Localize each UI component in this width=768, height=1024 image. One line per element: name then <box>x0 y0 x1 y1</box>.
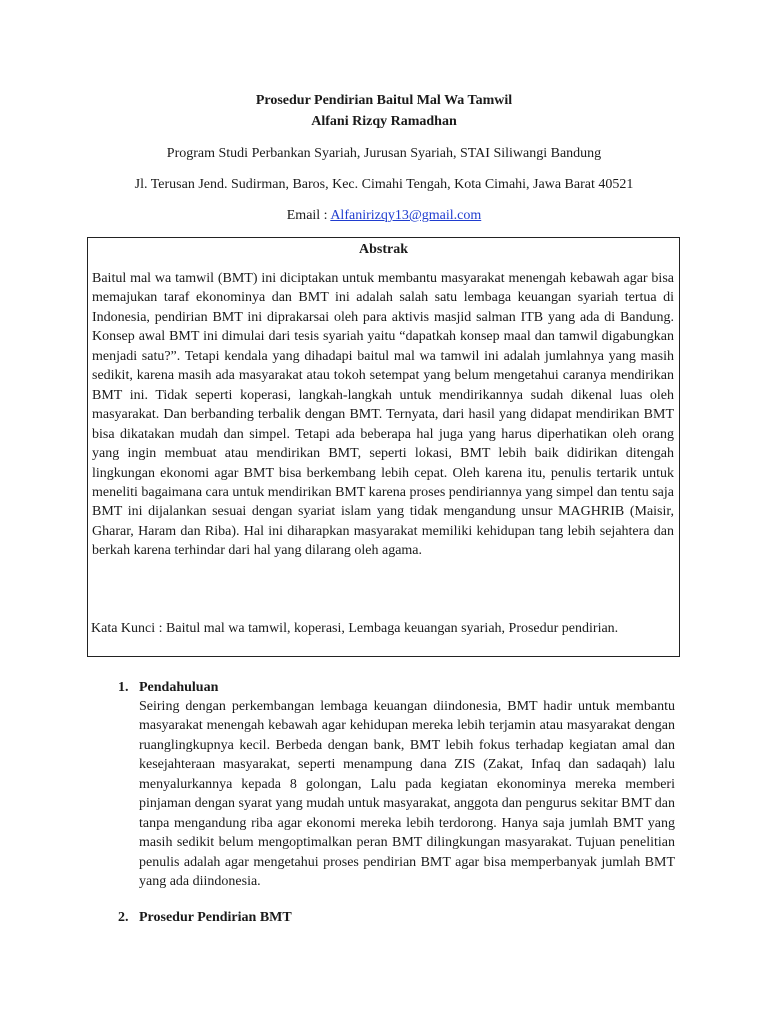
section-title: Pendahuluan <box>139 680 219 695</box>
abstract-keywords: Kata Kunci : Baitul mal wa tamwil, koperasi, Lembaga keuangan syariah, Prosedur pendirian. <box>91 621 619 636</box>
affiliation-address: Jl. Terusan Jend. Sudirman, Baros, Kec. Cimahi Tengah, Kota Cimahi, Jawa Barat 40521 <box>134 177 634 192</box>
section-number: 2. <box>118 910 129 925</box>
section-number: 1. <box>118 680 129 695</box>
email-label: Email : <box>286 208 331 223</box>
email-link[interactable]: Alfanirizqy13@gmail.com <box>330 208 482 223</box>
paper-title: Prosedur Pendirian Baitul Mal Wa Tamwil <box>255 93 513 108</box>
abstract-heading: Abstrak <box>358 242 408 257</box>
section-heading-prosedur <box>118 910 292 926</box>
section-body-pendahuluan: Seiring dengan perkembangan lembaga keuangan diindonesia, BMT hadir untuk membantu masyarakat menengah kebawah agar kehidupan mereka lebih terjamin atau masyarakat dengan ruanglingkupnya kecil. Berbeda dengan bank, BMT lebih fokus terhadap kegiatan amal dan kesejahteraan masyarakat, seperti menampung dana ZIS (Zakat, Infaq dan sadaqah) lalu menyalurkannya kepada 8 golongan, Lalu pada kegiatan ekonominya mereka memberi pinjaman dengan syarat yang mudah untuk masyarakat, anggota dan pengurus sekitar BMT dan tanpa mengandung riba agar ekonomi mereka lebih terdorong. Hanya saja jumlah BMT yang masih sedikit belum mengoptimalkan peran BMT dilingkungan masyarakat. Tujuan penelitian penulis adalah agar mengetahui proses pendirian BMT agar bisa memperbanyak jumlah BMT yang ada diindonesia. <box>139 699 675 890</box>
section-heading-pendahuluan <box>118 680 218 696</box>
abstract-body: Baitul mal wa tamwil (BMT) ini diciptakan untuk membantu masyarakat menengah kebawah agar bisa memajukan taraf ekonominya dan BMT ini adalah salah satu lembaga keuangan syariah tertua di Indonesia, pendirian BMT ini diprakarsai oleh para aktivis masjid salman ITB yang ada di Bandung. Konsep awal BMT ini dimulai dari tesis syariah yaitu “dapatkah konsep maal dan tamwil digabungkan menjadi satu?”. Tetapi kendala yang dihadapi baitul mal wa tamwil ini adalah jumlahnya yang masih sedikit, karena masih ada masyarakat atau tokoh setempat yang belum mengetahui caranya mendirikan BMT ini. Tidak seperti koperasi, langkah-langkah untuk mendirikannya sudah dikenal luas oleh masyarakat. Dan berbanding terbalik dengan BMT. Ternyata, dari hasil yang didapat mendirikan BMT bisa dikatakan mudah dan simpel. Tetapi ada beberapa hal juga yang harus diperhatikan oleh orang yang ingin membuat atau mendirikan BMT, seperti lokasi, BMT lebih baik didirikan ditengah lingkungan ekonomi agar BMT bisa berkembang lebih cepat. Oleh karena itu, penulis tertarik untuk meneliti bagaimana cara untuk mendirikan BMT karena proses pendiriannya yang simpel dan tentu saja BMT ini dijalankan sesuai dengan syariat islam yang tidak mengandung unsur MAGHRIB (Maisir, Gharar, Haram dan Riba). Hal ini diharapkan masyarakat memiliki kehidupan tang lebih sejahtera dan berkah karena terhindar dari hal yang dilarang oleh agama. <box>92 271 674 559</box>
affiliation-program: Program Studi Perbankan Syariah, Jurusan Syariah, STAI Siliwangi Bandung <box>166 146 602 161</box>
email-line <box>0 208 768 224</box>
author-name: Alfani Rizqy Ramadhan <box>311 114 457 129</box>
abstract-box <box>87 237 680 657</box>
section-title: Prosedur Pendirian BMT <box>139 910 292 925</box>
